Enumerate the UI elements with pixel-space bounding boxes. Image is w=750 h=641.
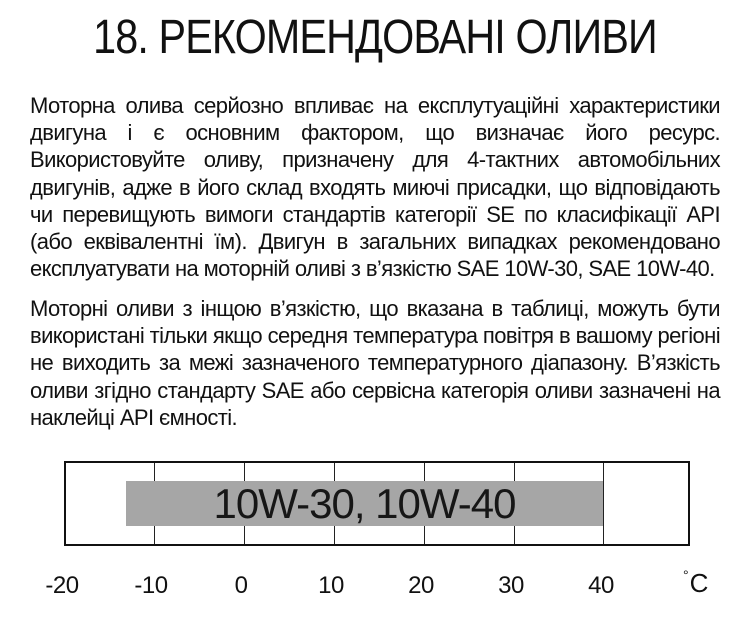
tick-label: 40 — [588, 572, 614, 599]
tick-label: -20 — [45, 572, 79, 599]
paragraph-oil-viscosity: Моторні оливи з інщою в’язкістю, що вказана в таблиці, можуть бути використані тільки якщо середня температура повітря в вашому регіоні не виходить за межі зазначеного температурного діапазону. В’язкість оливи згідно стандарту SAE або сервісна категорія оливи зазначені на наклейці API ємності. — [30, 296, 720, 430]
tick-label: 30 — [498, 572, 524, 599]
temperature-viscosity-chart — [64, 461, 690, 546]
grid-line — [603, 463, 604, 544]
paragraph-oil-intro: Моторна олива серйозно впливає на експлутуаційні характеристики двигуна і є основним фактором, що визначає його ресурс. Використовуйте оливу, призначену для 4-тактних автомобільних двигунів, адже в його склад входять миючі присадки, що відповідають чи перевищують вимоги стандартів категорії SE по класифікації API (або еквівалентні їм). Двигун в загальних випадках рекомендовано експлуатувати на моторній оливі з в’язкістю SAE 10W-30, SAE 10W-40. — [30, 93, 720, 282]
page-title: 18. РЕКОМЕНДОВАНІ ОЛИВИ — [93, 11, 657, 64]
tick-label: 0 — [234, 572, 248, 599]
tick-label: -10 — [134, 572, 168, 599]
celsius-letter: C — [689, 568, 709, 598]
temperature-unit-label — [683, 566, 708, 604]
tick-label: 10 — [318, 572, 344, 599]
tick-label: 20 — [408, 572, 434, 599]
degree-symbol: ° — [683, 567, 689, 583]
viscosity-band-label: 10W-30, 10W-40 — [213, 480, 516, 527]
viscosity-band — [126, 481, 603, 526]
